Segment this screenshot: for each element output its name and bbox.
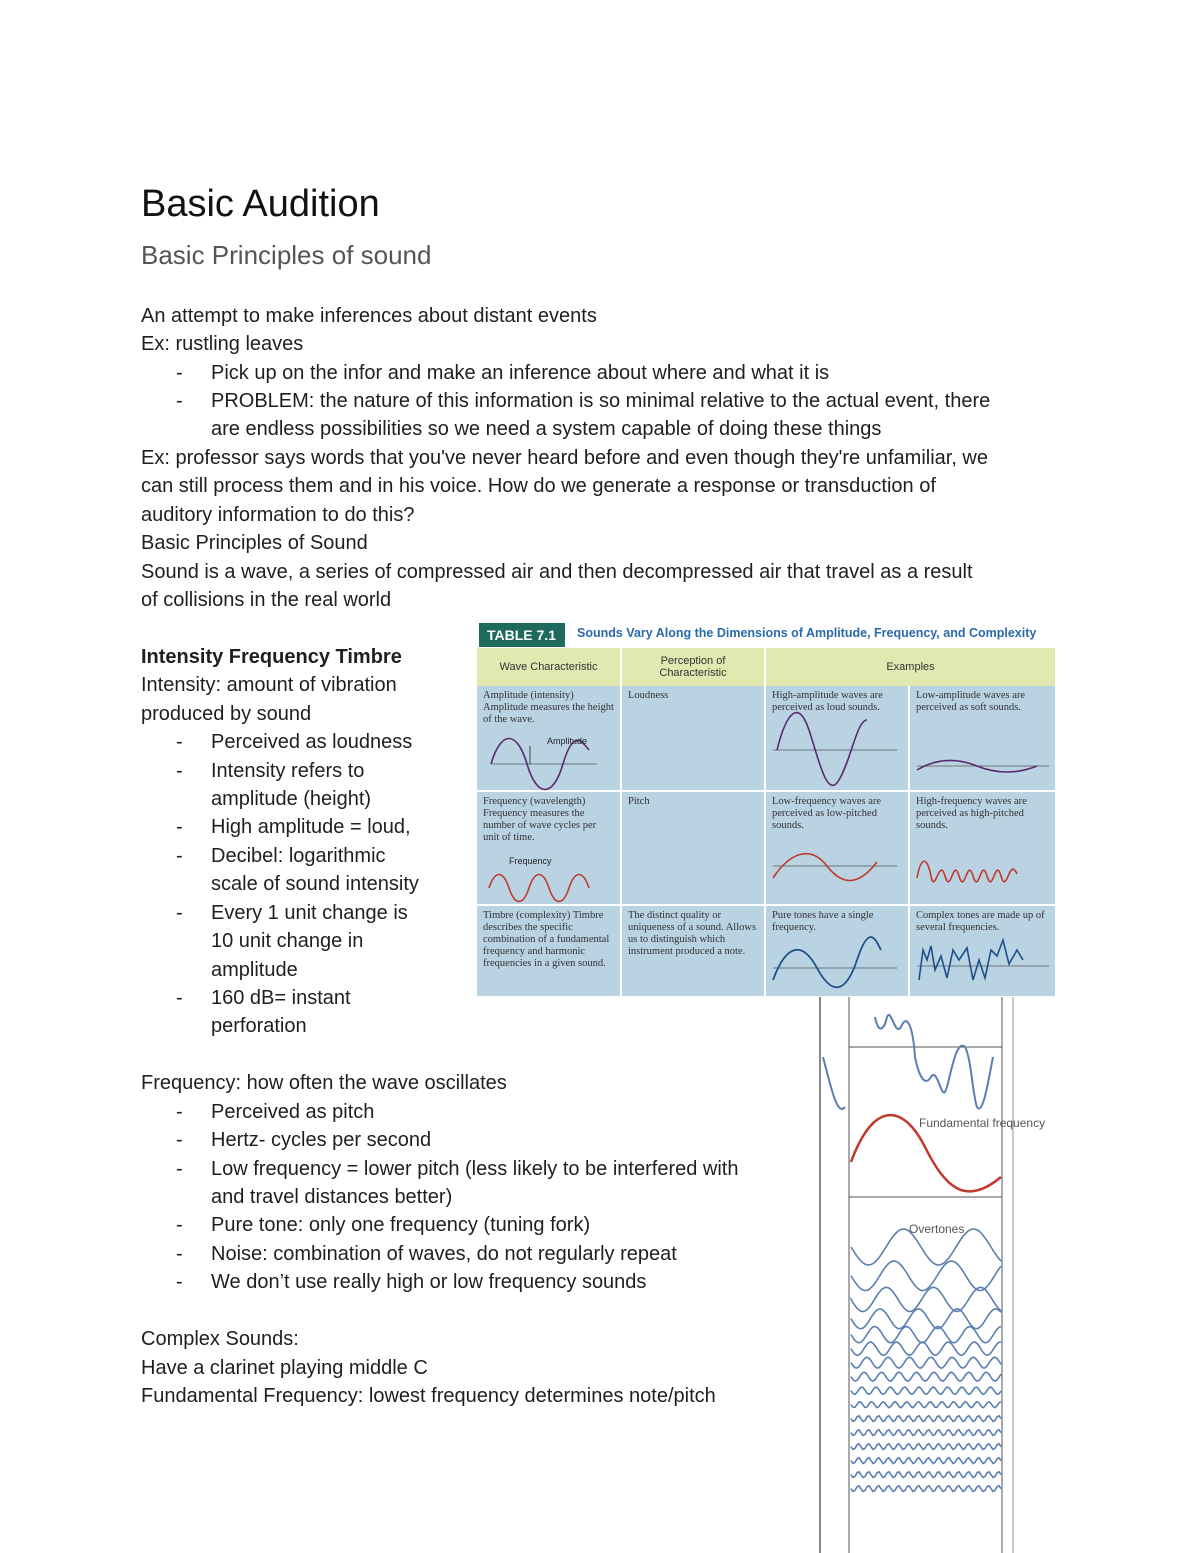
wave-illustrations [477,620,1055,996]
cell-text: Pitch [628,796,650,807]
cell-text: High-frequency waves are perceived as high-pitched sounds. [916,796,1027,831]
cell-text: High-amplitude waves are perceived as loud sounds. [772,690,883,713]
bullet-dash: - [176,902,183,924]
list-item: Decibel: logarithmic [211,845,386,867]
bullet-dash: - [176,1129,183,1151]
loud-wave [777,713,867,786]
frequency-label: Frequency [509,856,552,866]
list-item-continuation: and travel distances better) [211,1186,453,1208]
list-item-continuation: 10 unit change in [211,930,364,952]
paragraph: can still process them and in his voice. How do we generate a response or transduction of [141,475,936,497]
paragraph: Sound is a wave, a series of compressed air and then decompressed air that travel as a result [141,561,973,583]
section-subtitle: Basic Principles of sound [141,240,432,270]
list-item: Pick up on the infor and make an inference about where and what it is [211,362,830,384]
paragraph: Basic Principles of Sound [141,532,368,554]
list-item-continuation: scale of sound intensity [211,873,419,895]
bullet-dash: - [176,760,183,782]
bullet-dash: - [176,1158,183,1180]
bullet-dash: - [176,816,183,838]
overtones-illustration [815,997,1046,1553]
cell-text: Pure tones have a single frequency. [772,910,874,933]
bullet-dash: - [176,390,183,412]
cell-text: Timbre (complexity) Timbre describes the specific combination of a fundamental frequency and harmonic frequencies in a given sound. [483,910,610,969]
cell-text: The distinct quality or uniqueness of a sound. Allows us to distinguish which instrument produced a note. [628,910,757,957]
bullet-dash: - [176,1214,183,1236]
paragraph: Have a clarinet playing middle C [141,1357,428,1379]
low-frequency-wave [773,854,877,881]
bullet-dash: - [176,1271,183,1293]
frequency-wave [489,875,589,902]
table-figure [477,620,1055,996]
cell-text: Low-frequency waves are perceived as low-pitched sounds. [772,796,882,831]
list-item: Pure tone: only one frequency (tuning fork) [211,1214,591,1236]
list-item: Perceived as pitch [211,1101,375,1123]
bullet-dash: - [176,1243,183,1265]
amplitude-label: Amplitude [547,736,588,746]
paragraph: Intensity: amount of vibration [141,674,397,696]
bullet-dash: - [176,362,183,384]
cell-text: Frequency (wavelength) Frequency measures the number of wave cycles per unit of time. [483,796,597,843]
paragraph: auditory information to do this? [141,504,415,526]
list-item: High amplitude = loud, [211,816,411,838]
paragraph: Complex Sounds: [141,1328,299,1350]
table-caption: Sounds Vary Along the Dimensions of Amplitude, Frequency, and Complexity [577,626,1037,640]
overtones-label: Overtones [909,1222,965,1236]
list-item: Every 1 unit change is [211,902,408,924]
list-item: 160 dB= instant [211,987,351,1009]
paragraph: Ex: professor says words that you've never heard before and even though they're unfamiliar, we [141,447,989,469]
overtones-figure [815,997,1046,1553]
cell-text: Complex tones are made up of several frequencies. [916,910,1045,933]
bullet-dash: - [176,1101,183,1123]
paragraph: Fundamental Frequency: lowest frequency determines note/pitch [141,1385,716,1407]
paragraph: produced by sound [141,703,312,725]
document-title: Basic Audition [141,183,380,225]
paragraph: Ex: rustling leaves [141,333,304,355]
table-badge: TABLE 7.1 [479,623,565,647]
list-item-continuation: perforation [211,1015,307,1037]
column-header: Examples [766,648,1055,686]
paragraph: An attempt to make inferences about distant events [141,305,597,327]
paragraph: Frequency: how often the wave oscillates [141,1072,507,1094]
section-heading: Intensity Frequency Timbre [141,646,402,668]
cell-text: Low-amplitude waves are perceived as soft sounds. [916,690,1026,713]
paragraph: of collisions in the real world [141,589,392,611]
pure-tone-wave [773,937,881,987]
list-item: Hertz- cycles per second [211,1129,432,1151]
list-item: PROBLEM: the nature of this information is so minimal relative to the actual event, there [211,390,991,412]
list-item-continuation: are endless possibilities so we need a system capable of doing these things [211,418,882,440]
complex-tone-wave [919,940,1023,980]
list-item: Intensity refers to [211,760,365,782]
bullet-dash: - [176,731,183,753]
fundamental-label: Fundamental frequency [919,1116,1046,1130]
bullet-dash: - [176,987,183,1009]
cell-text: Loudness [628,690,669,701]
list-item: Low frequency = lower pitch (less likely to be interfered with [211,1158,739,1180]
high-frequency-wave [917,861,1017,882]
list-item-continuation: amplitude (height) [211,788,372,810]
list-item-continuation: amplitude [211,959,298,981]
list-item: We don’t use really high or low frequency sounds [211,1271,647,1293]
column-header: Perception of Characteristic [622,648,764,686]
cell-text: Amplitude (intensity) Amplitude measures the height of the wave. [483,690,614,725]
list-item: Noise: combination of waves, do not regularly repeat [211,1243,677,1265]
column-header: Wave Characteristic [477,648,620,686]
list-item: Perceived as loudness [211,731,413,753]
bullet-dash: - [176,845,183,867]
